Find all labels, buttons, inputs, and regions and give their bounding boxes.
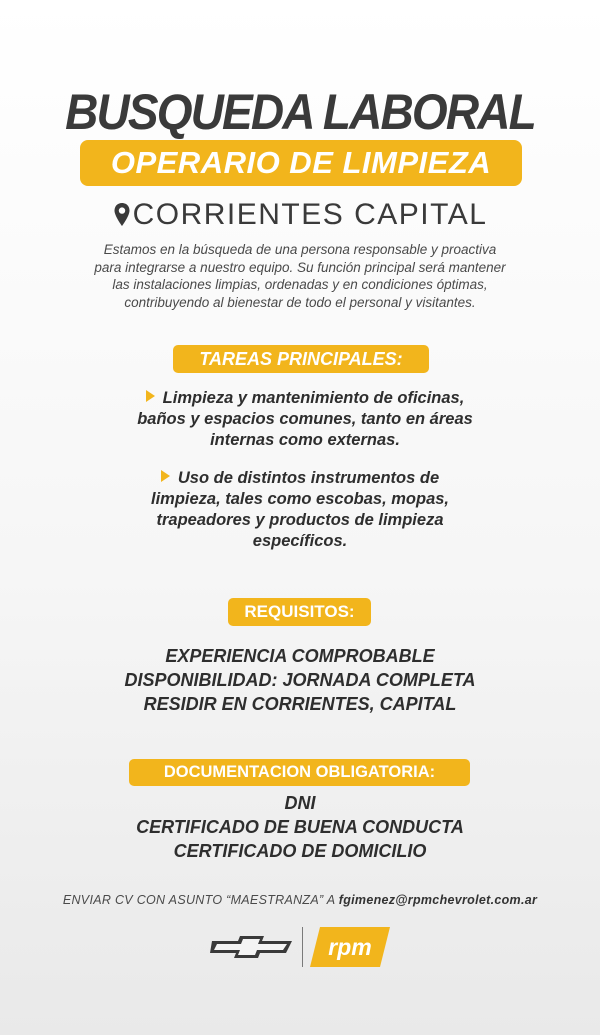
intro-line: para integrarse a nuestro equipo. Su función principal será mantener bbox=[94, 259, 506, 275]
intro-line: Estamos en la búsqueda de una persona responsable y proactiva bbox=[103, 242, 497, 257]
task-item bbox=[105, 388, 505, 451]
location-pin-icon bbox=[113, 199, 131, 239]
intro-paragraph bbox=[50, 241, 550, 311]
task-line: específicos. bbox=[252, 532, 348, 550]
bullet-arrow-icon bbox=[161, 470, 170, 482]
document-item: CERTIFICADO DE BUENA CONDUCTA bbox=[136, 817, 464, 837]
page-title: BUSQUEDA LABORAL bbox=[65, 84, 535, 140]
logo-divider bbox=[302, 927, 303, 967]
document-item: DNI bbox=[284, 793, 316, 813]
task-line: Uso de distintos instrumentos de bbox=[120, 468, 480, 489]
contact-email[interactable]: fgimenez@rpmchevrolet.com.ar bbox=[338, 893, 538, 907]
contact-line bbox=[0, 891, 600, 909]
documents-heading: DOCUMENTACION OBLIGATORIA: bbox=[129, 759, 470, 786]
task-line: internas como externas. bbox=[210, 431, 400, 449]
task-item bbox=[120, 468, 480, 552]
requirement-item: EXPERIENCIA COMPROBABLE bbox=[165, 646, 435, 666]
contact-text: ENVIAR CV CON ASUNTO “MAESTRANZA” A bbox=[62, 893, 339, 907]
task-line: trapeadores y productos de limpieza bbox=[156, 511, 444, 529]
bullet-arrow-icon bbox=[146, 390, 155, 402]
location-text: CORRIENTES CAPITAL bbox=[132, 198, 488, 231]
task-line: baños y espacios comunes, tanto en áreas bbox=[137, 410, 473, 428]
location bbox=[0, 195, 600, 239]
task-line: Limpieza y mantenimiento de oficinas, bbox=[105, 388, 505, 409]
chevrolet-bowtie-logo bbox=[208, 935, 296, 964]
task-line: limpieza, tales como escobas, mopas, bbox=[150, 490, 450, 508]
documents-list bbox=[0, 791, 600, 863]
rpm-logo bbox=[310, 927, 390, 972]
document-item: CERTIFICADO DE DOMICILIO bbox=[173, 841, 427, 861]
intro-line: las instalaciones limpias, ordenadas y en condiciones óptimas, bbox=[112, 277, 488, 292]
tasks-heading: TAREAS PRINCIPALES: bbox=[173, 345, 429, 373]
rpm-logo-text: rpm bbox=[328, 934, 372, 960]
requirements-heading: REQUISITOS: bbox=[228, 598, 371, 626]
requirements-list bbox=[0, 644, 600, 716]
intro-line: contribuyendo al bienestar de todo el personal y visitantes. bbox=[124, 294, 476, 310]
position-banner: OPERARIO DE LIMPIEZA bbox=[80, 140, 522, 186]
requirement-item: DISPONIBILIDAD: JORNADA COMPLETA bbox=[124, 670, 476, 690]
requirement-item: RESIDIR EN CORRIENTES, CAPITAL bbox=[143, 694, 457, 714]
